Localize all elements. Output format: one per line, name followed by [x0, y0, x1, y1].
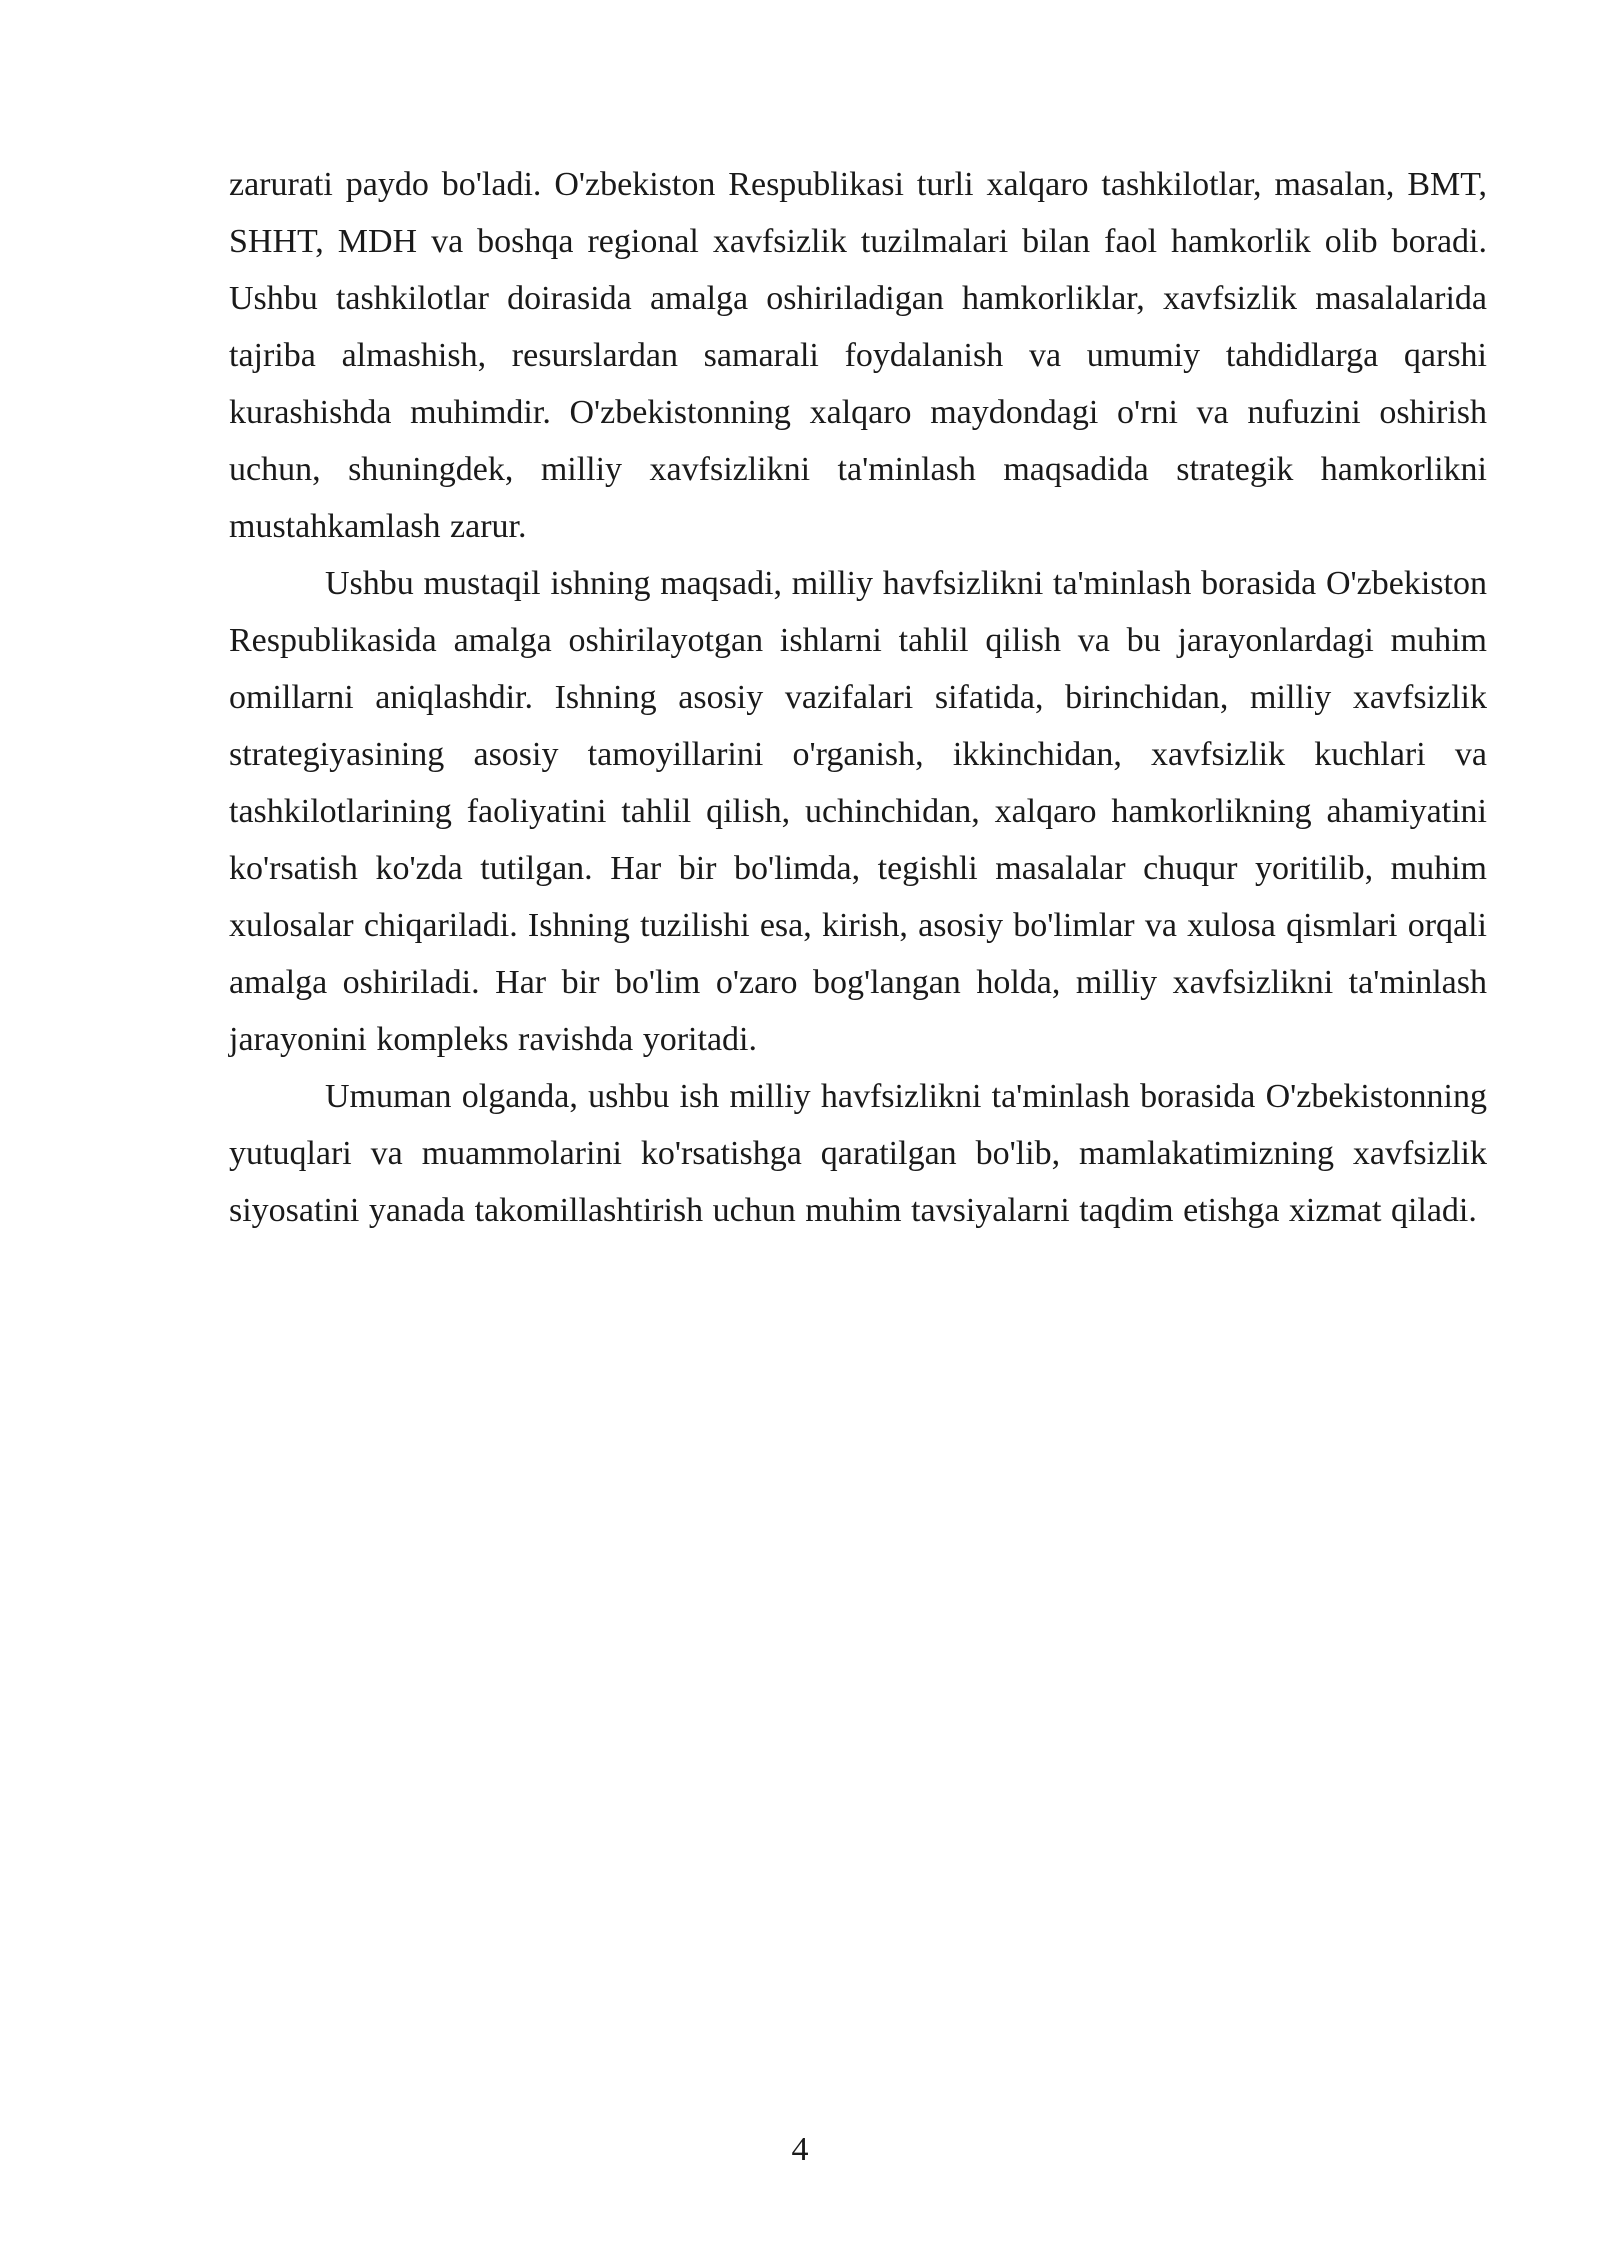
paragraph-purpose: Ushbu mustaqil ishning maqsadi, milliy havfsizlikni ta'minlash borasida O'zbekiston Respublikasida amalga oshirilayotgan ishlarni tahlil qilish va bu jarayonlardagi muhim omillarni aniqlashdir. Ishning asosiy vazifalari sifatida, birinchidan, milliy xavfsizlik strategiyasining asosiy tamoyillarini o'rganish, ikkinchidan, xavfsizlik kuchlari va tashkilotlarining faoliyatini tahlil qilish, uchinchidan, xalqaro hamkorlikning ahamiyatini ko'rsatish ko'zda tutilgan. Har bir bo'limda, tegishli masalalar chuqur yoritilib, muhim xulosalar chiqariladi. Ishning tuzilishi esa, kirish, asosiy bo'limlar va xulosa qismlari orqali amalga oshiriladi. Har bir bo'lim o'zaro bog'langan holda, milliy xavfsizlikni ta'minlash jarayonini kompleks ravishda yoritadi. [229, 565, 1487, 1058]
document-body [229, 156, 1487, 1239]
page-number: 4 [791, 2131, 809, 2168]
paragraph-summary: Umuman olganda, ushbu ish milliy havfsizlikni ta'minlash borasida O'zbekistonning yutuqlari va muammolarini ko'rsatishga qaratilgan bo'lib, mamlakatimizning xavfsizlik siyosatini yanada takomillashtirish uchun muhim tavsiyalarni taqdim etishga xizmat qiladi. [229, 1078, 1487, 1229]
paragraph-continuation: zarurati paydo bo'ladi. O'zbekiston Respublikasi turli xalqaro tashkilotlar, masalan, BMT, SHHT, MDH va boshqa regional xavfsizlik tuzilmalari bilan faol hamkorlik olib boradi. Ushbu tashkilotlar doirasida amalga oshiriladigan hamkorliklar, xavfsizlik masalalarida tajriba almashish, resurslardan samarali foydalanish va umumiy tahdidlarga qarshi kurashishda muhimdir. O'zbekistonning xalqaro maydondagi o'rni va nufuzini oshirish uchun, shuningdek, milliy xavfsizlikni ta'minlash maqsadida strategik hamkorlikni mustahkamlash zarur. [229, 166, 1487, 545]
